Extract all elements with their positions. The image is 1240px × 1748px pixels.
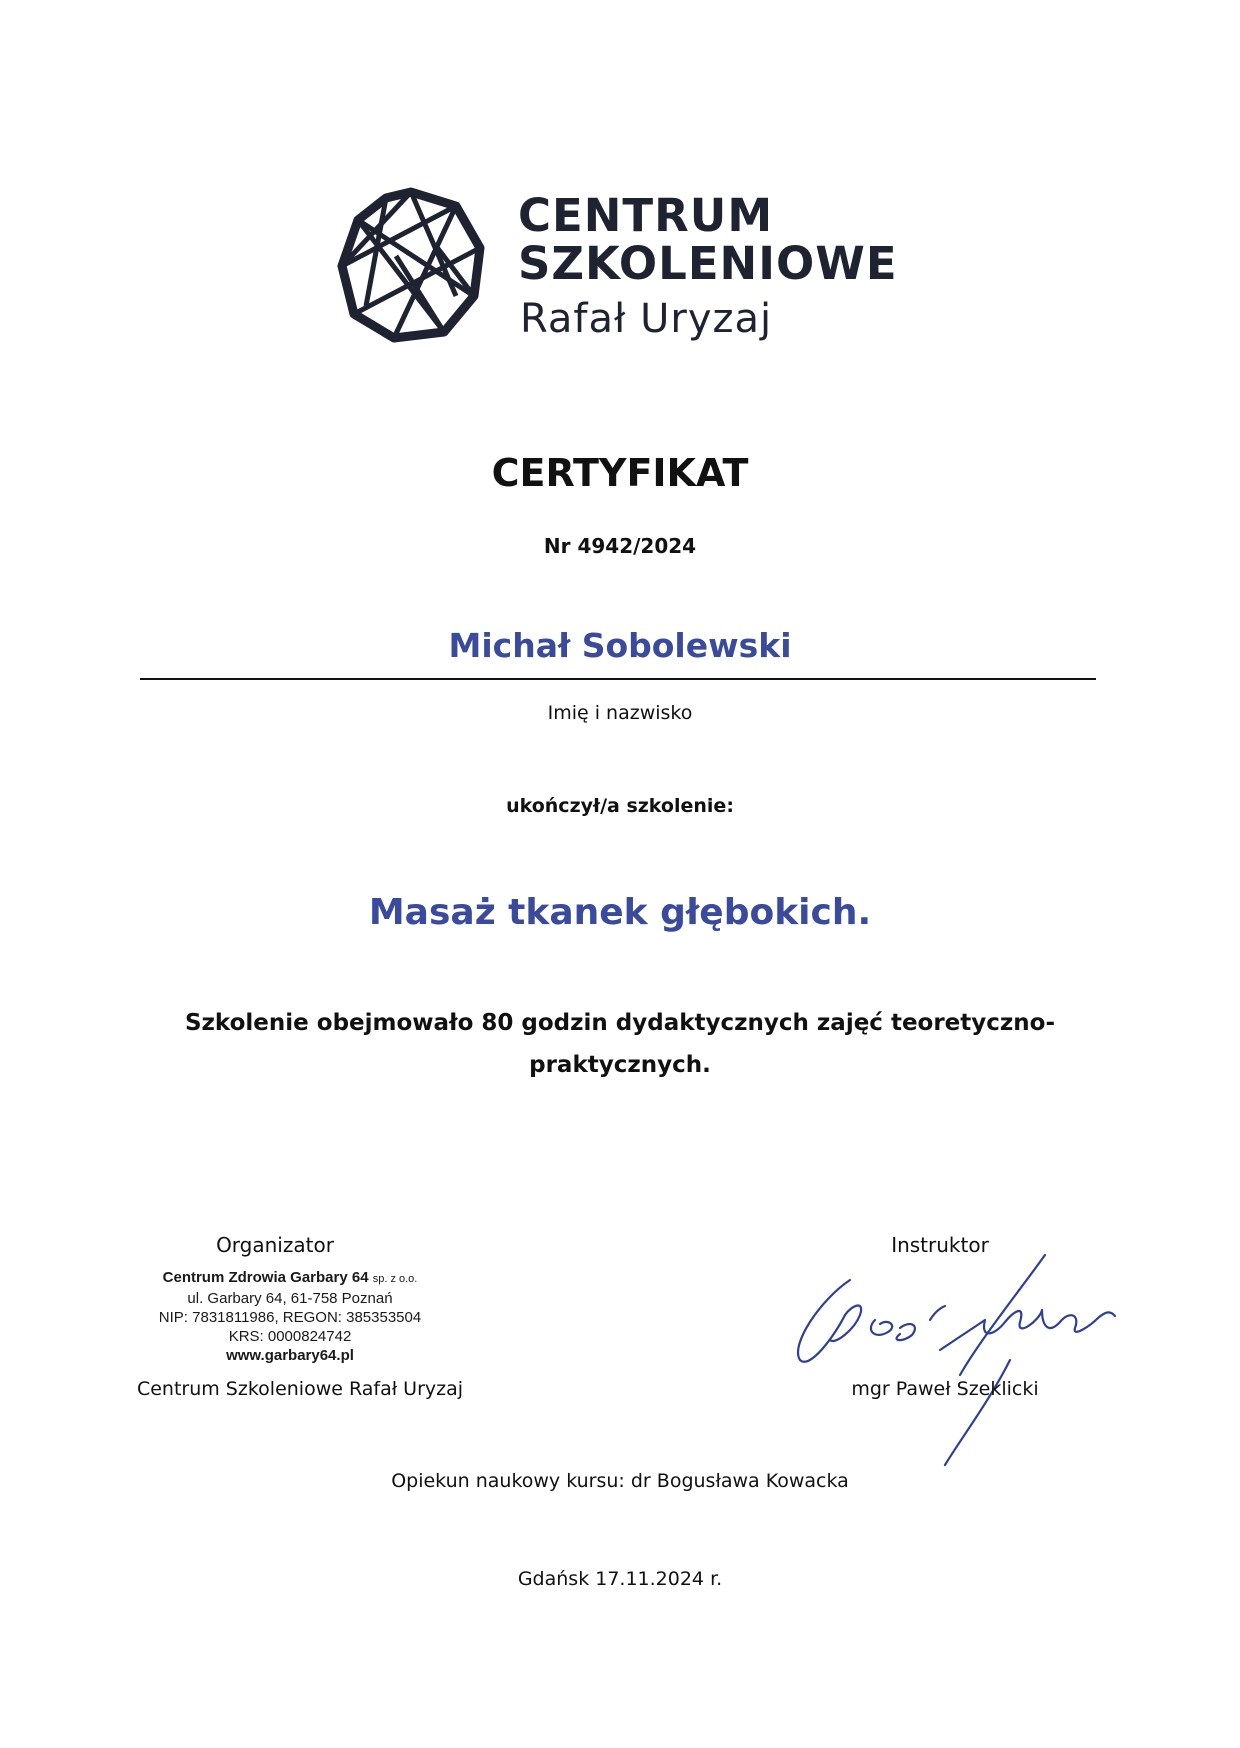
instructor-label: Instruktor (891, 1233, 989, 1257)
scientific-supervisor: Opiekun naukowy kursu: dr Bogusława Kowacka (391, 1470, 849, 1492)
name-underline (140, 678, 1096, 680)
logo-icon (336, 186, 486, 344)
stamp-website: www.garbary64.pl (226, 1347, 354, 1364)
logo-text-line2: SZKOLENIOWE (518, 237, 898, 290)
stamp-company: Centrum Zdrowia Garbary 64 (162, 1269, 369, 1286)
completed-label: ukończył/a szkolenie: (506, 795, 734, 817)
certificate-title: CERTYFIKAT (491, 451, 749, 495)
logo-text-line3: Rafał Uryzaj (520, 296, 773, 342)
instructor-signature (780, 1250, 1160, 1480)
course-name: Masaż tkanek głębokich. (368, 892, 872, 933)
organizer-label: Organizator (216, 1233, 334, 1257)
recipient-name: Michał Sobolewski (448, 626, 792, 665)
organizer-name: Centrum Szkoleniowe Rafał Uryzaj (136, 1378, 464, 1400)
name-caption: Imię i nazwisko (547, 702, 693, 724)
certificate-number: Nr 4942/2024 (543, 534, 697, 558)
logo-text-line1: CENTRUM (518, 189, 774, 242)
stamp-tax-ids: NIP: 7831811986, REGON: 385353504 (158, 1309, 422, 1326)
instructor-name: mgr Paweł Szeklicki (851, 1378, 1039, 1400)
stamp-krs: KRS: 0000824742 (228, 1328, 352, 1345)
stamp-company-suffix: sp. z o.o. (372, 1273, 418, 1285)
organizer-stamp (140, 1268, 440, 1365)
place-and-date: Gdańsk 17.11.2024 r. (517, 1568, 723, 1590)
stamp-address: ul. Garbary 64, 61-758 Poznań (187, 1290, 393, 1307)
course-hours-text: Szkolenie obejmowało 80 godzin dydaktycznych zajęć teoretyczno-praktycznych. (184, 1010, 1056, 1078)
